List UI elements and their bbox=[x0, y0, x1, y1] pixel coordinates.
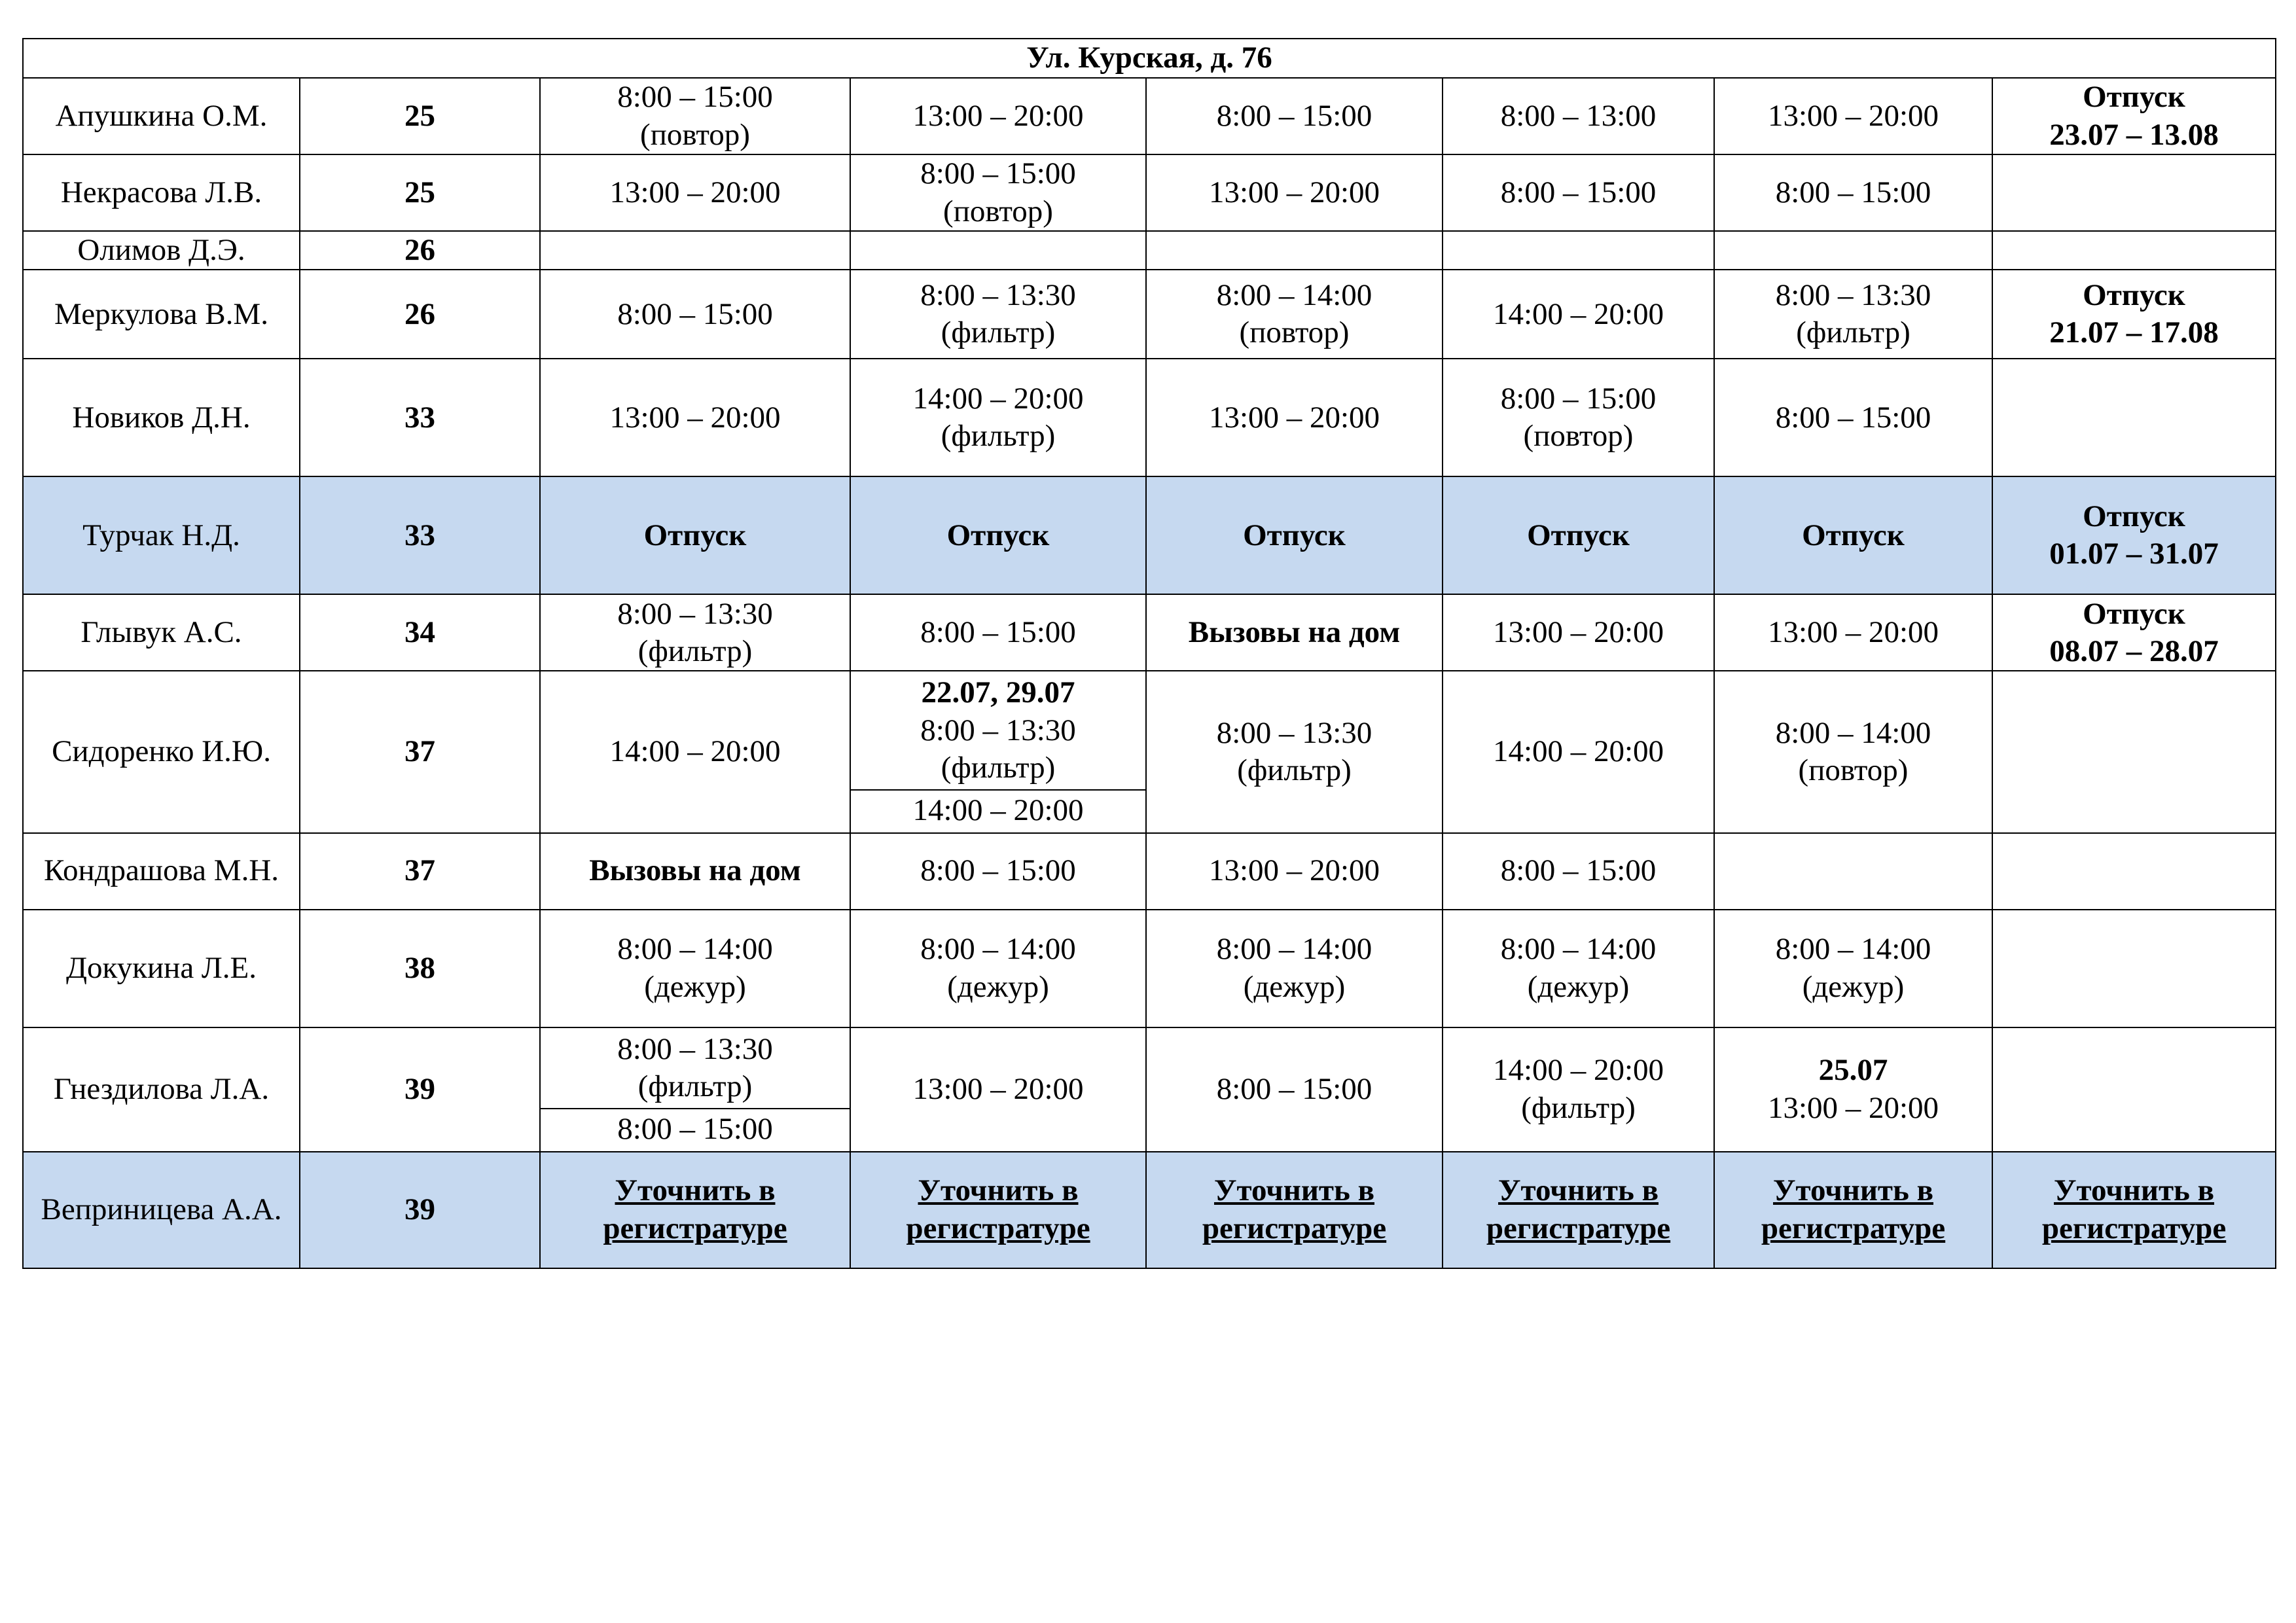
empty-cell bbox=[540, 231, 850, 270]
doctor-name: Апушкина О.М. bbox=[23, 78, 300, 154]
house-calls-cell: Вызовы на дом bbox=[1146, 594, 1443, 671]
vacation-cell: Отпуск 01.07 – 31.07 bbox=[1992, 476, 2276, 594]
doctor-name: Веприницева А.А. bbox=[23, 1152, 300, 1268]
title-row bbox=[23, 39, 2276, 78]
schedule-cell: 13:00 – 20:00 bbox=[1443, 594, 1714, 671]
room-number: 38 bbox=[300, 910, 540, 1027]
table-row bbox=[23, 594, 2276, 671]
clarify-cell: Уточнить в регистратуре bbox=[850, 1152, 1146, 1268]
schedule-cell: 8:00 – 15:00 bbox=[1443, 154, 1714, 231]
doctor-name: Гнездилова Л.А. bbox=[23, 1027, 300, 1152]
schedule-cell: 8:00 – 13:30 (фильтр) bbox=[540, 594, 850, 671]
date-label: 22.07, 29.07 bbox=[921, 675, 1075, 710]
schedule-cell: 8:00 – 15:00 bbox=[1714, 154, 1992, 231]
schedule-cell: 8:00 – 15:00 (повтор) bbox=[1443, 359, 1714, 476]
empty-cell bbox=[1443, 231, 1714, 270]
vacation-cell: Отпуск bbox=[1146, 476, 1443, 594]
schedule-cell: 8:00 – 13:30 (фильтр) bbox=[1714, 270, 1992, 359]
doctor-name: Глывук А.С. bbox=[23, 594, 300, 671]
schedule-cell: 8:00 – 13:00 bbox=[1443, 78, 1714, 154]
schedule-cell: 13:00 – 20:00 bbox=[850, 1027, 1146, 1152]
alt-hours: 14:00 – 20:00 bbox=[851, 789, 1145, 832]
table-row bbox=[23, 476, 2276, 594]
room-number: 25 bbox=[300, 78, 540, 154]
schedule-table bbox=[22, 38, 2276, 1269]
doctor-name: Олимов Д.Э. bbox=[23, 231, 300, 270]
clarify-cell: Уточнить в регистратуре bbox=[540, 1152, 850, 1268]
schedule-cell: 8:00 – 15:00 bbox=[1146, 1027, 1443, 1152]
schedule-cell: 13:00 – 20:00 bbox=[1146, 154, 1443, 231]
room-number: 25 bbox=[300, 154, 540, 231]
schedule-cell: 8:00 – 14:00 (повтор) bbox=[1714, 671, 1992, 832]
doctor-name: Сидоренко И.Ю. bbox=[23, 671, 300, 832]
schedule-cell: 13:00 – 20:00 bbox=[1146, 359, 1443, 476]
schedule-cell: 8:00 – 14:00 (дежур) bbox=[1146, 910, 1443, 1027]
schedule-cell: 8:00 – 15:00 bbox=[850, 594, 1146, 671]
empty-cell bbox=[1992, 833, 2276, 910]
room-number: 39 bbox=[300, 1027, 540, 1152]
room-number: 39 bbox=[300, 1152, 540, 1268]
room-number: 33 bbox=[300, 359, 540, 476]
doctor-name: Новиков Д.Н. bbox=[23, 359, 300, 476]
schedule-cell: 13:00 – 20:00 bbox=[540, 359, 850, 476]
doctor-name: Меркулова В.М. bbox=[23, 270, 300, 359]
empty-cell bbox=[1992, 359, 2276, 476]
empty-cell bbox=[1992, 1027, 2276, 1152]
table-row bbox=[23, 1027, 2276, 1152]
house-calls-cell: Вызовы на дом bbox=[540, 833, 850, 910]
schedule-cell: 14:00 – 20:00 (фильтр) bbox=[850, 359, 1146, 476]
split-schedule-cell: 8:00 – 13:30 (фильтр) 8:00 – 15:00 bbox=[540, 1027, 850, 1152]
schedule-cell: 8:00 – 15:00 bbox=[1443, 833, 1714, 910]
clarify-cell: Уточнить в регистратуре bbox=[1443, 1152, 1714, 1268]
vacation-cell: Отпуск bbox=[540, 476, 850, 594]
schedule-cell: 8:00 – 14:00 (дежур) bbox=[540, 910, 850, 1027]
empty-cell bbox=[1714, 833, 1992, 910]
schedule-cell: 8:00 – 14:00 (дежур) bbox=[850, 910, 1146, 1027]
schedule-cell: 14:00 – 20:00 (фильтр) bbox=[1443, 1027, 1714, 1152]
vacation-cell: Отпуск 08.07 – 28.07 bbox=[1992, 594, 2276, 671]
schedule-cell: 25.07 13:00 – 20:00 bbox=[1714, 1027, 1992, 1152]
schedule-cell: 13:00 – 20:00 bbox=[1714, 78, 1992, 154]
schedule-cell: 8:00 – 13:30 (фильтр) bbox=[1146, 671, 1443, 832]
room-number: 26 bbox=[300, 231, 540, 270]
empty-cell bbox=[1992, 231, 2276, 270]
schedule-cell: 14:00 – 20:00 bbox=[540, 671, 850, 832]
clarify-cell: Уточнить в регистратуре bbox=[1992, 1152, 2276, 1268]
schedule-cell: 8:00 – 14:00 (дежур) bbox=[1714, 910, 1992, 1027]
address-title: Ул. Курская, д. 76 bbox=[23, 39, 2276, 78]
clarify-cell: Уточнить в регистратуре bbox=[1146, 1152, 1443, 1268]
schedule-cell: 8:00 – 15:00 bbox=[1146, 78, 1443, 154]
table-row bbox=[23, 154, 2276, 231]
table-row bbox=[23, 910, 2276, 1027]
table-row bbox=[23, 231, 2276, 270]
schedule-cell: 13:00 – 20:00 bbox=[1146, 833, 1443, 910]
empty-cell bbox=[850, 231, 1146, 270]
empty-cell bbox=[1714, 231, 1992, 270]
schedule-cell: 8:00 – 15:00 bbox=[850, 833, 1146, 910]
room-number: 26 bbox=[300, 270, 540, 359]
schedule-cell: 13:00 – 20:00 bbox=[540, 154, 850, 231]
table-row bbox=[23, 359, 2276, 476]
split-schedule-cell: 22.07, 29.07 8:00 – 13:30 (фильтр) 14:00 – 20:00 bbox=[850, 671, 1146, 832]
table-row bbox=[23, 78, 2276, 154]
table-row bbox=[23, 833, 2276, 910]
empty-cell bbox=[1146, 231, 1443, 270]
doctor-name: Докукина Л.Е. bbox=[23, 910, 300, 1027]
schedule-cell: 8:00 – 14:00 (повтор) bbox=[1146, 270, 1443, 359]
vacation-cell: Отпуск 21.07 – 17.08 bbox=[1992, 270, 2276, 359]
table-row bbox=[23, 1152, 2276, 1268]
date-label: 25.07 bbox=[1818, 1053, 1888, 1088]
schedule-cell: 14:00 – 20:00 bbox=[1443, 671, 1714, 832]
schedule-cell: 13:00 – 20:00 bbox=[850, 78, 1146, 154]
vacation-cell: Отпуск bbox=[1714, 476, 1992, 594]
table-row bbox=[23, 270, 2276, 359]
vacation-cell: Отпуск bbox=[1443, 476, 1714, 594]
doctor-name: Турчак Н.Д. bbox=[23, 476, 300, 594]
room-number: 37 bbox=[300, 671, 540, 832]
room-number: 37 bbox=[300, 833, 540, 910]
schedule-cell: 8:00 – 13:30 (фильтр) bbox=[850, 270, 1146, 359]
schedule-cell: 8:00 – 15:00 bbox=[540, 270, 850, 359]
doctor-name: Некрасова Л.В. bbox=[23, 154, 300, 231]
schedule-cell: 8:00 – 15:00 (повтор) bbox=[540, 78, 850, 154]
schedule-cell: 8:00 – 15:00 bbox=[1714, 359, 1992, 476]
doctor-name: Кондрашова М.Н. bbox=[23, 833, 300, 910]
room-number: 33 bbox=[300, 476, 540, 594]
schedule-cell: 8:00 – 14:00 (дежур) bbox=[1443, 910, 1714, 1027]
empty-cell bbox=[1992, 154, 2276, 231]
clarify-cell: Уточнить в регистратуре bbox=[1714, 1152, 1992, 1268]
schedule-cell: 13:00 – 20:00 bbox=[1714, 594, 1992, 671]
vacation-cell: Отпуск 23.07 – 13.08 bbox=[1992, 78, 2276, 154]
vacation-cell: Отпуск bbox=[850, 476, 1146, 594]
schedule-cell: 8:00 – 15:00 (повтор) bbox=[850, 154, 1146, 231]
alt-hours: 8:00 – 15:00 bbox=[541, 1108, 850, 1150]
empty-cell bbox=[1992, 910, 2276, 1027]
empty-cell bbox=[1992, 671, 2276, 832]
table-row bbox=[23, 671, 2276, 832]
schedule-cell: 14:00 – 20:00 bbox=[1443, 270, 1714, 359]
room-number: 34 bbox=[300, 594, 540, 671]
